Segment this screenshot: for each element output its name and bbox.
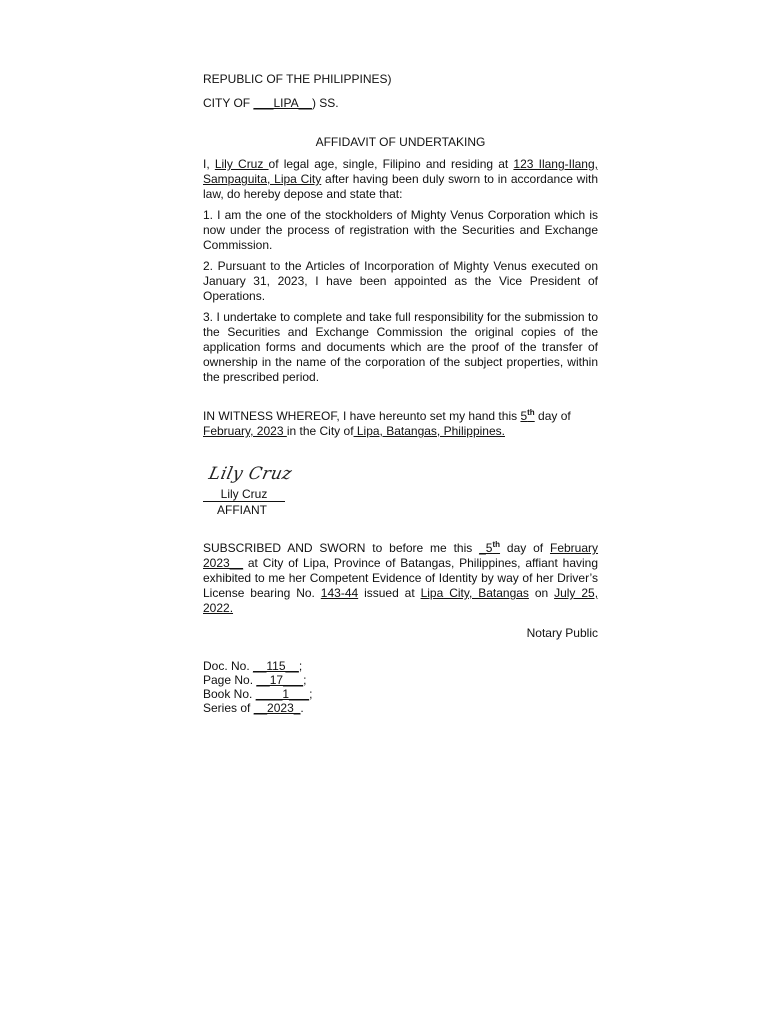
doc-no-line	[203, 659, 598, 673]
witness-paragraph	[203, 409, 598, 439]
city-prefix: CITY OF	[203, 96, 254, 110]
clause-3: 3. I undertake to complete and take full responsibility for the submission to the Securities and Exchange Commission the original copies of the application forms and documents which are the proof of the transfer of ownership in the name of the corporation of the subject properties, within the prescribed period.	[203, 310, 598, 384]
book-no-end: ;	[309, 687, 313, 701]
subscribed-text-3: at City of Lipa, Province of Batangas, Philippines, affiant having exhibited to me her Competent Evidence of Identity by way of her Driver’s License bearing No.	[203, 556, 598, 600]
witness-day-suffix: th	[527, 408, 535, 417]
witness-day	[520, 409, 534, 423]
affiant-printed-name: Lily Cruz	[203, 487, 285, 502]
affiant-address: 123 Ilang-Ilang, Sampaguita, Lipa City	[203, 157, 598, 186]
witness-day-number: 5	[520, 409, 528, 423]
intro-text-2: of legal age, single, Filipino and residing at	[268, 157, 514, 171]
subscribed-text-4: issued at	[358, 586, 421, 600]
document-title: AFFIDAVIT OF UNDERTAKING	[315, 135, 486, 149]
clause-1: 1. I am the one of the stockholders of Mighty Venus Corporation which is now under the process of registration with the Securities and Exchange Commission.	[203, 208, 598, 252]
witness-city: Lipa, Batangas, Philippines.	[353, 424, 505, 438]
intro-text-3: after having been duly sworn to in accordance with law, do hereby depose and state that:	[203, 172, 598, 201]
city-name: ___LIPA__	[253, 96, 312, 110]
book-no-value: ____1___	[255, 687, 310, 701]
license-number: 143-44	[320, 586, 359, 600]
series-end: .	[300, 701, 304, 715]
subscribed-date: February 2023__	[203, 541, 599, 570]
subscribed-text-5: on	[528, 586, 555, 600]
subscribed-paragraph	[203, 541, 598, 616]
witness-text-2: day of	[534, 409, 571, 423]
notary-public-label: Notary Public	[526, 626, 598, 640]
subscribed-day-suffix: th	[492, 540, 501, 549]
affiant-name-inline: Lily Cruz	[214, 157, 269, 171]
page-no-line	[203, 673, 598, 687]
doc-no-end: ;	[298, 659, 303, 673]
doc-no-label: Doc. No.	[203, 659, 254, 673]
intro-paragraph	[203, 157, 598, 202]
license-issued-at: Lipa City, Batangas	[420, 586, 529, 600]
signature-block	[203, 464, 598, 519]
handwritten-signature: Lily Cruz	[206, 464, 294, 484]
series-line	[203, 701, 598, 715]
witness-date: February, 2023	[203, 424, 287, 438]
page-no-end: ;	[303, 673, 307, 687]
witness-text-1: IN WITNESS WHEREOF, I have hereunto set my hand this	[203, 409, 521, 423]
page-no-label: Page No.	[203, 673, 257, 687]
doc-no-value: __115__	[253, 659, 299, 673]
license-issued-on: July 25, 2022.	[203, 586, 599, 615]
city-line	[203, 96, 598, 111]
book-no-line	[203, 687, 598, 701]
subscribed-day-number: _5	[479, 541, 493, 555]
page-no-value: __17___	[256, 673, 304, 687]
city-suffix: ) SS.	[311, 96, 339, 110]
book-no-label: Book No.	[203, 687, 256, 701]
intro-text-1: I,	[203, 157, 215, 171]
clause-2: 2. Pursuant to the Articles of Incorporation of Mighty Venus executed on January 31, 2023, I have been appointed as the Vice President of Operations.	[203, 259, 598, 303]
affidavit-document	[203, 72, 598, 715]
notarial-register	[203, 659, 598, 715]
subscribed-day	[479, 541, 500, 555]
subscribed-text-1: SUBSCRIBED AND SWORN to before me this	[203, 541, 480, 555]
witness-text-3: in the City of	[286, 424, 354, 438]
series-value: __2023_	[253, 701, 301, 715]
subscribed-text-2: day of	[500, 541, 550, 555]
affiant-label: AFFIANT	[217, 503, 267, 517]
series-label: Series of	[203, 701, 254, 715]
republic-line: REPUBLIC OF THE PHILIPPINES)	[203, 72, 392, 86]
